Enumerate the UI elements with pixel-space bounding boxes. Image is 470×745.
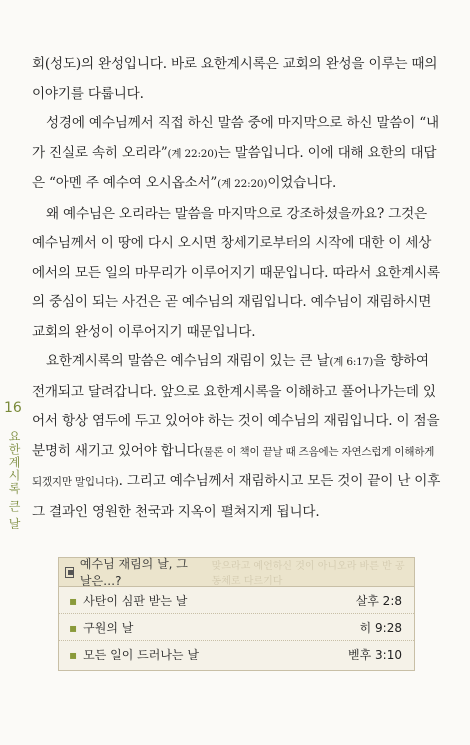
summary-box-header bbox=[59, 558, 414, 587]
paragraph-3: 왜 예수님은 오리라는 말씀을 마지막으로 강조하셨을까요? 그것은 예수님께서 이 땅에 다시 오시면 창세기로부터의 시작에 대한 이 세상에서의 모든 일의 마무리가 이루어지기 때문입니다. 따라서 요한계시록의 중심이 되는 사건은 곧 예수님의 재림입니다. 예수님이 재림하시면 교회의 완성이 이루어지기 때문입니다. bbox=[32, 205, 440, 340]
paragraph-2: 성경에 예수님께서 직접 하신 말씀 중에 마지막으로 하신 말씀이 “내가 진실로 속히 오리라”(계 22:20)는 말씀입니다. 이에 대해 요한의 대답은 “아멘 주 예수여 오시옵소서”(계 22:20)이었습니다. bbox=[32, 115, 439, 191]
paragraph-1: 회(성도)의 완성입니다. 바로 요한계시록은 교회의 완성을 이루는 때의 이야기를 다룹니다. bbox=[32, 56, 438, 102]
paragraph-4: 요한계시록의 말씀은 예수님의 재림이 있는 큰 날(계 6:17)을 향하여 전개되고 달려갑니다. 앞으로 요한계시록을 이해하고 풀어나가는데 있어서 항상 염두에 두고 있어야 하는 것이 예수님의 재림입니다. 이 점을 분명히 새기고 있어야 합니다(물론 이 책이 끝날 때 즈음에는 자연스럽게 이해하게 되겠지만 말입니다). 그리고 예수님께서 재림하시고 모든 것이 끝이 난 이후 그 결과인 영원한 천국과 지옥이 펼쳐지게 됩니다. bbox=[32, 353, 441, 520]
running-title: 요한계시록 큰 날 bbox=[7, 430, 21, 531]
square-bullet-icon bbox=[65, 567, 74, 578]
page-number: 16 bbox=[4, 400, 22, 416]
list-item: ▪ 구원의 날 히 9:28 bbox=[59, 614, 414, 641]
bleed-through-text: 맞으라고 예언하신 것이 아니오라 바른 반 공동체로 다르기다 bbox=[211, 561, 405, 587]
body-text bbox=[32, 50, 442, 527]
list-item: ▪ 모든 일이 드러나는 날 벧후 3:10 bbox=[59, 641, 414, 667]
summary-box bbox=[58, 557, 415, 671]
list-item: ▪ 사탄이 심판 받는 날 살후 2:8 bbox=[59, 587, 414, 614]
summary-box-title: 예수님 재림의 날, 그 날은…? bbox=[79, 557, 188, 588]
